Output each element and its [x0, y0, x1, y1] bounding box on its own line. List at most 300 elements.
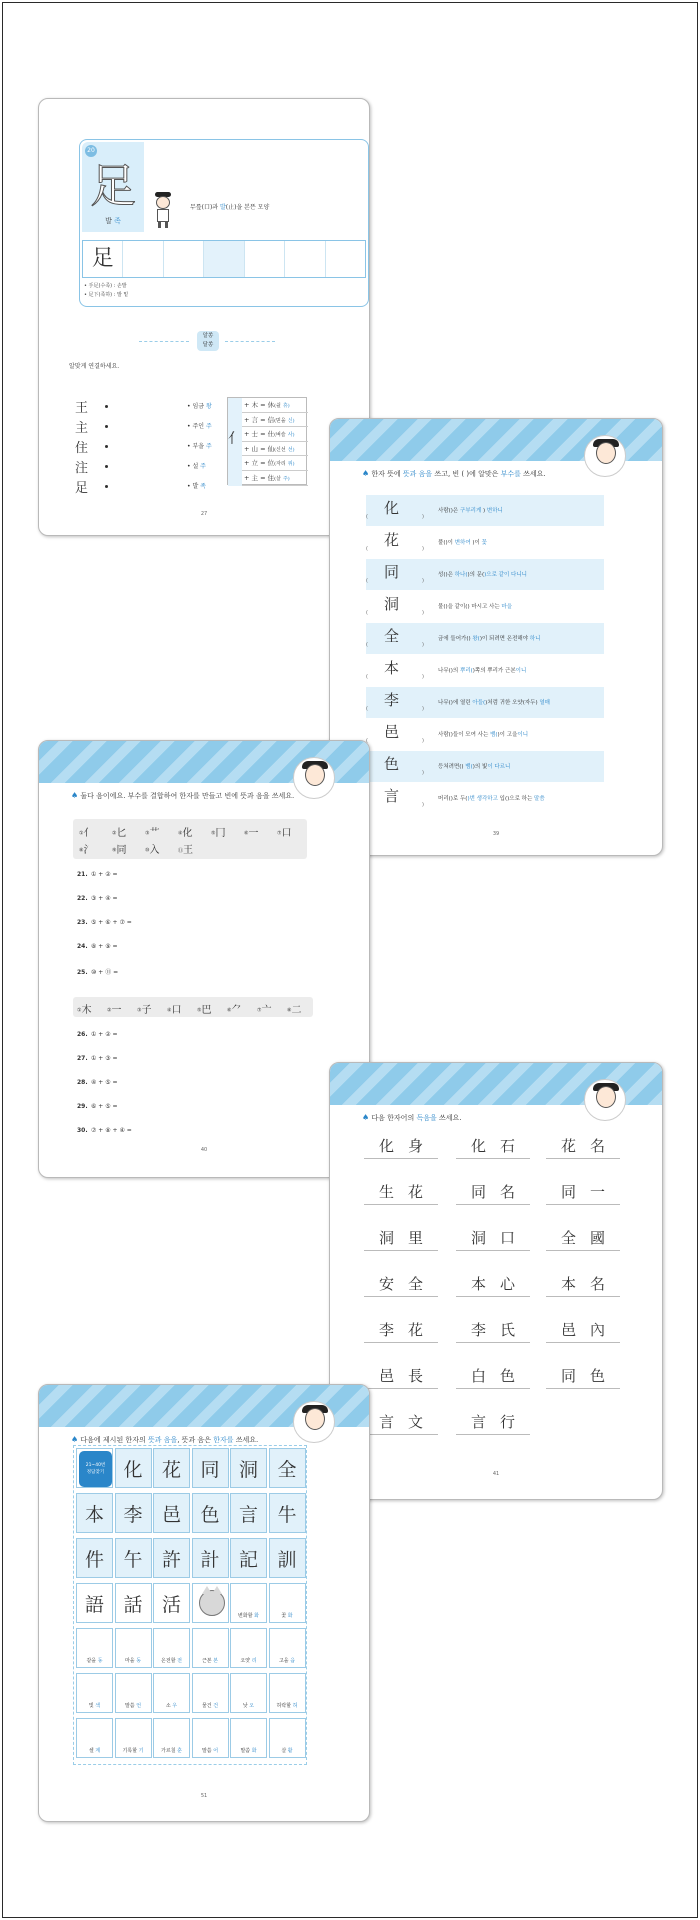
etymology-part: 사람(	[438, 508, 451, 514]
row-char: 花	[384, 531, 400, 549]
match-char: 王	[75, 401, 89, 416]
answer-cell[interactable]	[76, 1628, 113, 1668]
etymology-part: )로 두(	[450, 796, 468, 802]
character-meaning	[82, 216, 144, 226]
instr-hl1: 뜻과	[402, 470, 417, 478]
answer-cell[interactable]	[76, 1493, 113, 1533]
page-number: 41	[492, 1471, 500, 1477]
match-meaning	[187, 461, 206, 470]
cell-meaning-label: 고을	[278, 1658, 289, 1664]
cell-meaning-label: 마을	[124, 1658, 135, 1664]
cell-meaning-sound: 기	[138, 1748, 144, 1754]
answer-cell[interactable]	[230, 1583, 267, 1623]
etymology-part: )	[468, 636, 471, 642]
answer-cell[interactable]	[192, 1583, 229, 1623]
etymology-part: 뿌리(	[460, 668, 473, 674]
option-box-1	[73, 819, 307, 859]
cell-meaning-sound: 색	[95, 1703, 101, 1709]
etymology-part: 오얏(자두)	[512, 700, 538, 706]
etymology-part: )이 되려면	[479, 636, 507, 642]
etymology-part: )이	[472, 540, 482, 546]
etymology-part: 왕(	[470, 636, 480, 642]
exercise-item[interactable]	[77, 967, 118, 976]
cell-hanja: 活	[161, 1594, 181, 1616]
combo-result: 休	[267, 401, 275, 409]
drop-icon: ♠	[362, 1113, 370, 1122]
option-number: ④	[167, 1007, 172, 1014]
lesson-number: 20	[85, 145, 97, 157]
meaning-label: 주인	[192, 423, 205, 430]
exercise-item[interactable]	[77, 1103, 118, 1110]
exercise-item[interactable]	[77, 943, 118, 950]
combo-row: + 士 = 仕(벼슬 사)	[242, 427, 308, 442]
meaning-label: 발	[105, 217, 112, 225]
match-meaning	[187, 421, 212, 430]
option-number: ⑤	[197, 1007, 202, 1014]
match-dot-right[interactable]: •	[187, 483, 193, 490]
cell-hanja: 邑	[161, 1504, 181, 1526]
etymology-part: 사람(	[438, 732, 451, 738]
match-row	[75, 397, 355, 417]
answer-cell[interactable]	[230, 1628, 267, 1668]
etymology-part: 근본	[505, 668, 516, 674]
instr-hl: 독음을	[416, 1114, 437, 1122]
cell-meaning	[193, 1657, 228, 1664]
match-meaning	[187, 481, 206, 490]
option-char: 入	[149, 845, 160, 856]
answer-cell[interactable]	[230, 1493, 267, 1533]
cell-meaning-label: 근본	[201, 1658, 212, 1664]
answer-cell[interactable]	[76, 1583, 113, 1623]
page-number: 51	[200, 1793, 208, 1799]
combo-sound: 주)	[282, 476, 290, 482]
answer-cell[interactable]	[115, 1628, 152, 1668]
page-number: 39	[492, 831, 500, 837]
option-number: ①	[77, 1007, 82, 1014]
match-dot-left[interactable]	[105, 485, 108, 488]
etymology-part: )	[467, 604, 470, 610]
option-item	[145, 824, 178, 839]
answer-cell[interactable]	[115, 1493, 152, 1533]
desc-mid: )과	[209, 204, 220, 211]
match-char: 足	[75, 481, 89, 496]
answer-cell[interactable]	[192, 1718, 229, 1758]
etymology-text	[438, 570, 527, 578]
option-item	[137, 1001, 167, 1016]
answer-cell[interactable]	[230, 1718, 267, 1758]
answer-paren[interactable]: ( )	[366, 546, 424, 552]
cell-hanja: 午	[123, 1549, 143, 1571]
cell-hanja: 化	[123, 1459, 143, 1481]
etymology-text	[438, 538, 487, 546]
instr-text: 둘다 음이에요. 부수를 결합하여 한자를 만들고 빈에 뜻과 음을 쓰세요.	[80, 792, 295, 800]
word-notes	[84, 282, 128, 300]
row-char: 李	[384, 691, 400, 709]
answer-cell[interactable]	[269, 1673, 306, 1713]
match-row	[75, 437, 355, 457]
option-item	[244, 824, 277, 839]
answer-paren[interactable]: ( )	[366, 514, 424, 520]
option-number: ⑤	[211, 830, 216, 837]
answer-cell[interactable]	[269, 1448, 306, 1488]
answer-cell[interactable]	[76, 1673, 113, 1713]
cell-hanja: 話	[123, 1594, 143, 1616]
cell-meaning-sound: 계	[95, 1748, 101, 1754]
option-number: ③	[137, 1007, 142, 1014]
etymology-part: 등쳐려면(	[438, 764, 462, 770]
answer-paren[interactable]: )	[422, 802, 424, 808]
exercise-item[interactable]	[77, 919, 132, 926]
meaning-sound: 족	[200, 483, 206, 490]
lesson-card	[79, 139, 369, 307]
boy-mascot-icon	[152, 192, 174, 228]
answer-cell[interactable]	[269, 1493, 306, 1533]
etymology-row	[366, 559, 604, 590]
etymology-part: 나무(	[438, 700, 451, 706]
etymology-part: 아들(	[472, 700, 486, 706]
answer-cell[interactable]	[192, 1493, 229, 1533]
match-char: 住	[75, 441, 89, 456]
hanja-word[interactable]: 化身	[364, 1135, 438, 1159]
item-number: 30.	[77, 1127, 88, 1134]
item-expression: ⑩ + ⑪ =	[91, 969, 119, 976]
scholar-mascot-icon	[293, 757, 335, 799]
exercise-item[interactable]	[77, 1055, 118, 1062]
match-dot-right[interactable]: •	[187, 403, 193, 410]
combo-part: 立	[251, 459, 259, 468]
page-51	[38, 1384, 370, 1822]
answer-cell[interactable]	[76, 1448, 113, 1488]
cell-meaning-label: 오얏	[240, 1658, 251, 1664]
hanja-word[interactable]: 全國	[546, 1227, 620, 1251]
etymology-part: 뱀(	[490, 732, 498, 738]
option-number: ④	[178, 830, 183, 837]
answer-cell[interactable]	[192, 1673, 229, 1713]
etymology-row	[366, 591, 604, 622]
row-char: 邑	[384, 723, 400, 741]
combo-row: + 立 = 位(자리 위)	[242, 456, 308, 471]
etymology-part: 이니	[517, 732, 529, 738]
scholar-mascot-icon	[584, 1079, 626, 1121]
character-description	[190, 202, 269, 211]
hanja-word[interactable]: 白色	[456, 1365, 530, 1389]
etymology-part: )을 같이(	[445, 604, 468, 610]
exercise-item[interactable]	[77, 1079, 118, 1086]
cell-meaning-sound: 건	[213, 1703, 219, 1709]
etymology-row	[366, 527, 604, 558]
answer-cell[interactable]	[153, 1673, 190, 1713]
option-number: ⑧	[79, 847, 84, 854]
instr-a: 한자 뜻에	[371, 470, 403, 478]
exercise-item[interactable]	[77, 871, 118, 878]
answer-cell[interactable]	[269, 1628, 306, 1668]
answer-paren[interactable]: ( )	[366, 642, 424, 648]
answer-cell[interactable]	[115, 1673, 152, 1713]
tag-line-2: 정답찾기	[86, 1470, 105, 1475]
etymology-text	[438, 698, 550, 706]
row-char: 全	[384, 627, 400, 645]
cell-hanja: 訓	[277, 1549, 297, 1571]
match-meaning	[187, 441, 212, 450]
option-char: 一	[248, 828, 259, 839]
answer-grid	[73, 1445, 307, 1765]
answer-paren[interactable]: )	[422, 738, 424, 744]
hanja-word[interactable]: 邑長	[364, 1365, 438, 1389]
grid-cell[interactable]	[204, 241, 244, 277]
hanja-word[interactable]: 同名	[456, 1181, 530, 1205]
match-meaning	[187, 401, 212, 410]
cell-meaning-label: 기록할	[122, 1748, 138, 1754]
instr-hl1: 뜻과 음을	[147, 1436, 178, 1444]
etymology-part: 변하니	[485, 508, 503, 514]
cell-meaning-sound: 읍	[290, 1658, 296, 1664]
desc-k: 口	[203, 204, 210, 211]
writing-grid[interactable]	[82, 240, 366, 278]
cell-hanja: 言	[238, 1504, 258, 1526]
hanja-word[interactable]: 花名	[546, 1135, 620, 1159]
answer-paren[interactable]: ( )	[366, 578, 424, 584]
answer-cell[interactable]	[115, 1538, 152, 1578]
instruction	[71, 1435, 258, 1445]
match-dot-right[interactable]: •	[187, 443, 193, 450]
grid-cell[interactable]	[123, 241, 163, 277]
cell-meaning	[77, 1702, 112, 1709]
answer-cell[interactable]	[230, 1673, 267, 1713]
hanja-word[interactable]: 生花	[364, 1181, 438, 1205]
item-number: 21.	[77, 871, 88, 878]
cell-meaning-label: 같을	[86, 1658, 97, 1664]
match-dot-left[interactable]	[105, 425, 108, 428]
etymology-row	[366, 783, 604, 814]
note-2: • 足下(족하) : 발 밑	[84, 292, 129, 298]
cell-meaning-sound: 언	[136, 1703, 142, 1709]
match-dot-right[interactable]: •	[187, 423, 193, 430]
item-number: 23.	[77, 919, 88, 926]
etymology-part: 문(	[476, 572, 485, 578]
answer-cell[interactable]	[153, 1583, 190, 1623]
combo-result: 信	[267, 415, 275, 424]
etymology-part: 이 다르니	[487, 764, 511, 770]
match-dot-left[interactable]	[105, 465, 108, 468]
item-expression: ① + ③ =	[91, 1055, 118, 1062]
cell-meaning-sound: 허	[292, 1703, 298, 1709]
hanja-word[interactable]: 同一	[546, 1181, 620, 1205]
option-item	[227, 1001, 257, 1016]
item-expression: ④ + ⑤ =	[91, 1079, 118, 1086]
answer-cell[interactable]	[269, 1718, 306, 1758]
etymology-part: 나무(	[438, 668, 451, 674]
hanja-word[interactable]: 同色	[546, 1365, 620, 1389]
cell-meaning-label: 빛	[88, 1703, 94, 1709]
match-dot-left[interactable]	[105, 405, 108, 408]
cell-meaning	[231, 1747, 266, 1754]
etymology-part: 마을	[501, 604, 513, 610]
option-number: ⑧	[287, 1007, 292, 1014]
match-dot-right[interactable]: •	[187, 463, 193, 470]
cell-meaning	[154, 1657, 189, 1664]
option-item	[287, 1001, 317, 1016]
option-item	[211, 824, 244, 839]
combo-part: 言	[251, 415, 259, 424]
answer-cell[interactable]	[192, 1448, 229, 1488]
option-char: 口	[281, 828, 292, 839]
answer-cell[interactable]	[269, 1538, 306, 1578]
exercise-item[interactable]	[77, 1031, 118, 1038]
hanja-word[interactable]: 洞口	[456, 1227, 530, 1251]
answer-cell[interactable]	[230, 1538, 267, 1578]
hanja-word[interactable]: 邑內	[546, 1319, 620, 1343]
instr-hl2: 한자를	[213, 1436, 234, 1444]
match-dot-left[interactable]	[105, 445, 108, 448]
combo-sound: 휴)	[282, 403, 290, 409]
answer-cell[interactable]	[76, 1718, 113, 1758]
drop-icon: ♠	[71, 791, 79, 800]
hanja-word[interactable]: 洞里	[364, 1227, 438, 1251]
etymology-text	[438, 634, 540, 642]
instr-c: 쓰세요.	[233, 1436, 259, 1444]
combo-result: 仕	[267, 430, 275, 439]
answer-paren[interactable]: ( )	[366, 706, 424, 712]
option-item	[107, 1001, 137, 1016]
etymology-part: )은	[450, 508, 460, 514]
option-number: ⑩	[145, 847, 150, 854]
grid-cell[interactable]	[285, 241, 325, 277]
answer-cell[interactable]	[115, 1583, 152, 1623]
cell-meaning	[77, 1747, 112, 1754]
answer-cell[interactable]	[269, 1583, 306, 1623]
answer-cell[interactable]	[192, 1538, 229, 1578]
cell-meaning-label: 물건	[201, 1703, 212, 1709]
answer-cell[interactable]	[153, 1448, 190, 1488]
answer-cell[interactable]	[115, 1718, 152, 1758]
combo-row: + 主 = 住(살 주)	[242, 471, 308, 486]
combo-part: 木	[251, 401, 259, 409]
answer-cell[interactable]	[230, 1448, 267, 1488]
cell-meaning	[231, 1657, 266, 1664]
option-item	[77, 1001, 107, 1016]
etymology-text	[438, 794, 545, 802]
etymology-part: 빛	[482, 764, 488, 770]
row-char: 色	[384, 755, 400, 773]
answer-cell[interactable]	[153, 1628, 190, 1668]
combo-sound: 선)	[287, 446, 295, 453]
answer-paren[interactable]: ( )	[366, 674, 424, 680]
option-number: ②	[107, 1007, 112, 1014]
cell-meaning-sound: 화	[287, 1613, 293, 1619]
etymology-text	[438, 602, 512, 610]
divider-right	[225, 341, 275, 342]
item-number: 22.	[77, 895, 88, 902]
cell-hanja: 記	[238, 1549, 258, 1571]
scholar-mascot-icon	[584, 435, 626, 477]
option-char: 匕	[116, 828, 127, 839]
answer-paren[interactable]: ( )	[366, 610, 424, 616]
hanja-word[interactable]: 本心	[456, 1273, 530, 1297]
hanja-word[interactable]: 李花	[364, 1319, 438, 1343]
grid-cell[interactable]	[245, 241, 285, 277]
instr-a: 다음 한자어의	[371, 1114, 417, 1122]
instr-hl2: 음을	[418, 470, 433, 478]
grid-cell[interactable]	[164, 241, 204, 277]
answer-cell[interactable]	[115, 1448, 152, 1488]
cell-hanja: 花	[161, 1459, 181, 1481]
cell-meaning-label: 꽃	[281, 1613, 287, 1619]
answer-cell[interactable]	[153, 1493, 190, 1533]
answer-cell[interactable]	[76, 1538, 113, 1578]
answer-cell[interactable]	[192, 1628, 229, 1668]
etymology-row	[366, 751, 604, 782]
row-char: 化	[384, 499, 400, 517]
option-box-2	[73, 997, 313, 1017]
combo-sound: 위)	[287, 461, 295, 468]
match-row	[75, 417, 355, 437]
cell-meaning	[270, 1612, 305, 1619]
meaning-label: 임금	[192, 403, 205, 410]
exercise-item[interactable]	[77, 895, 118, 902]
cat-mascot-icon	[199, 1590, 225, 1616]
option-char: 二	[291, 1005, 302, 1016]
etymology-part: )은	[445, 572, 455, 578]
answer-paren[interactable]: )	[422, 770, 424, 776]
item-expression: ① + ② =	[91, 871, 118, 878]
etymology-part: 성(	[438, 572, 446, 578]
item-expression: ⑥ + ⑤ =	[91, 1103, 118, 1110]
item-number: 29.	[77, 1103, 88, 1110]
item-expression: ⑦ + ⑧ + ④ =	[91, 1127, 132, 1134]
cell-meaning-sound: 어	[213, 1748, 219, 1754]
etymology-part: 풀(	[438, 540, 446, 546]
combo-row: + 木 = 休(쉴 휴)	[242, 398, 308, 413]
grid-cell[interactable]	[326, 241, 365, 277]
cell-meaning-label: 셀	[88, 1748, 94, 1754]
answer-cell[interactable]	[153, 1718, 190, 1758]
cell-meaning-sound: 오	[249, 1703, 255, 1709]
etymology-part: 마시고 사는	[469, 604, 502, 610]
meaning-sound: 왕	[205, 403, 212, 410]
quiz-badge	[197, 331, 219, 351]
row-char: 言	[384, 787, 400, 805]
cell-meaning-label: 가르칠	[161, 1748, 176, 1754]
combo-sound: 사)	[287, 432, 295, 439]
exercise-item[interactable]	[77, 1127, 132, 1134]
cell-meaning-label: 변화할	[238, 1613, 253, 1619]
etymology-text	[438, 762, 510, 770]
cell-meaning-label: 소	[165, 1703, 171, 1709]
option-char: 艹	[149, 828, 160, 839]
answer-cell[interactable]	[153, 1538, 190, 1578]
etymology-part: 온전해야	[506, 636, 529, 642]
meaning-label: 부을	[192, 443, 205, 450]
option-number: ⑪	[178, 848, 184, 854]
hanja-word[interactable]: 李氏	[456, 1319, 530, 1343]
combo-label: (믿을	[274, 417, 286, 424]
hanja-word[interactable]: 安全	[364, 1273, 438, 1297]
option-item	[167, 1001, 197, 1016]
combo-label: (벼슬	[274, 432, 286, 439]
etymology-part: )에 열린	[450, 700, 473, 706]
option-number: ②	[112, 830, 117, 837]
hanja-word[interactable]: 本名	[546, 1273, 620, 1297]
row-char: 同	[384, 563, 400, 581]
hanja-word[interactable]: 言行	[456, 1411, 530, 1435]
hanja-word[interactable]: 化石	[456, 1135, 530, 1159]
hanja-word[interactable]: 言文	[364, 1411, 438, 1435]
etymology-part: )의	[472, 764, 482, 770]
match-row	[75, 457, 355, 477]
etymology-part: )으로 같이 다니니	[484, 572, 527, 578]
etymology-part: )이	[497, 732, 507, 738]
tag-line-1: 21~40번	[85, 1463, 106, 1468]
